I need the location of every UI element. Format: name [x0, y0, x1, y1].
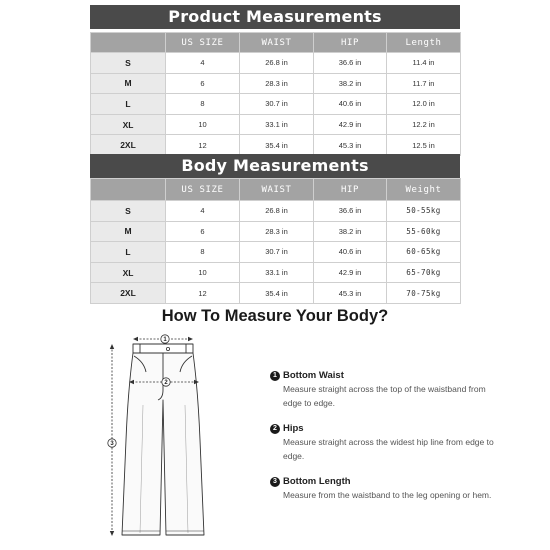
length-cell: 12.5 in	[387, 135, 461, 156]
column-header: US SIZE	[166, 33, 240, 53]
marker-1-label: 1	[163, 337, 167, 344]
step-title	[270, 370, 500, 381]
column-header: Length	[387, 33, 461, 53]
table-row	[91, 201, 461, 222]
step-bottom-waist	[270, 370, 500, 410]
size-cell: L	[91, 94, 166, 115]
column-header	[91, 179, 166, 201]
step-bottom-length	[270, 476, 500, 502]
step-description: Measure straight across the widest hip line from edge to edge.	[283, 437, 494, 461]
hip-cell: 40.6 in	[314, 242, 387, 263]
step-description: Measure from the waistband to the leg opening or hem.	[283, 490, 492, 500]
column-header: WAIST	[240, 33, 314, 53]
pants-diagram	[100, 330, 240, 545]
waist-cell: 26.8 in	[240, 53, 314, 74]
measure-steps	[270, 370, 500, 515]
hip-cell: 38.2 in	[314, 221, 387, 242]
column-header: Weight	[387, 179, 461, 201]
size-cell: 2XL	[91, 283, 166, 304]
step-number-icon: 1	[270, 371, 280, 381]
weight-cell: 65-70kg	[387, 262, 461, 283]
step-number-icon: 3	[270, 477, 280, 487]
us-size-cell: 8	[166, 242, 240, 263]
hip-cell: 42.9 in	[314, 114, 387, 135]
waist-cell: 26.8 in	[240, 201, 314, 222]
weight-cell: 70-75kg	[387, 283, 461, 304]
table-row	[91, 242, 461, 263]
step-title	[270, 423, 500, 434]
waistband-shape	[133, 344, 193, 353]
size-cell: S	[91, 53, 166, 74]
table-row	[91, 53, 461, 74]
size-cell: M	[91, 221, 166, 242]
hip-cell: 45.3 in	[314, 135, 387, 156]
pants-illustration	[100, 330, 240, 545]
us-size-cell: 6	[166, 221, 240, 242]
table-row	[91, 221, 461, 242]
step-title-text: Bottom Waist	[283, 370, 344, 381]
size-cell: XL	[91, 114, 166, 135]
table-row	[91, 262, 461, 283]
hip-cell: 38.2 in	[314, 73, 387, 94]
body-measurements-section	[90, 154, 460, 304]
us-size-cell: 10	[166, 114, 240, 135]
waist-cell: 30.7 in	[240, 94, 314, 115]
hip-cell: 40.6 in	[314, 94, 387, 115]
length-cell: 12.0 in	[387, 94, 461, 115]
column-header	[91, 33, 166, 53]
step-title-text: Bottom Length	[283, 476, 351, 487]
table-row	[91, 114, 461, 135]
waist-cell: 35.4 in	[240, 135, 314, 156]
size-cell: XL	[91, 262, 166, 283]
body-measurements-title: Body Measurements	[90, 154, 460, 178]
hip-cell: 45.3 in	[314, 283, 387, 304]
column-header: WAIST	[240, 179, 314, 201]
table-row	[91, 94, 461, 115]
marker-3-label: 3	[110, 441, 114, 448]
us-size-cell: 4	[166, 53, 240, 74]
us-size-cell: 4	[166, 201, 240, 222]
step-title-text: Hips	[283, 423, 304, 434]
size-cell: M	[91, 73, 166, 94]
step-number-icon: 2	[270, 424, 280, 434]
us-size-cell: 12	[166, 135, 240, 156]
waist-cell: 28.3 in	[240, 73, 314, 94]
length-cell: 11.7 in	[387, 73, 461, 94]
size-cell: L	[91, 242, 166, 263]
weight-cell: 50-55kg	[387, 201, 461, 222]
us-size-cell: 6	[166, 73, 240, 94]
product-measurements-section	[90, 5, 460, 156]
size-cell: 2XL	[91, 135, 166, 156]
body-measurements-table	[90, 178, 461, 304]
weight-cell: 60-65kg	[387, 242, 461, 263]
waist-cell: 33.1 in	[240, 262, 314, 283]
us-size-cell: 8	[166, 94, 240, 115]
hip-cell: 36.6 in	[314, 201, 387, 222]
weight-cell: 55-60kg	[387, 221, 461, 242]
column-header: HIP	[314, 33, 387, 53]
product-measurements-title: Product Measurements	[90, 5, 460, 29]
marker-2-label: 2	[164, 380, 168, 387]
table-header-row	[91, 179, 461, 201]
table-row	[91, 73, 461, 94]
table-row	[91, 135, 461, 156]
table-row	[91, 283, 461, 304]
column-header: HIP	[314, 179, 387, 201]
length-cell: 12.2 in	[387, 114, 461, 135]
waist-cell: 33.1 in	[240, 114, 314, 135]
hip-cell: 42.9 in	[314, 262, 387, 283]
product-measurements-table	[90, 32, 461, 156]
how-to-measure-title: How To Measure Your Body?	[161, 307, 389, 325]
waist-cell: 30.7 in	[240, 242, 314, 263]
waist-cell: 35.4 in	[240, 283, 314, 304]
step-hips	[270, 423, 500, 463]
us-size-cell: 12	[166, 283, 240, 304]
hip-cell: 36.6 in	[314, 53, 387, 74]
table-header-row	[91, 33, 461, 53]
waist-cell: 28.3 in	[240, 221, 314, 242]
length-cell: 11.4 in	[387, 53, 461, 74]
us-size-cell: 10	[166, 262, 240, 283]
step-title	[270, 476, 500, 487]
column-header: US SIZE	[166, 179, 240, 201]
size-cell: S	[91, 201, 166, 222]
step-description: Measure straight across the top of the waistband from edge to edge.	[283, 384, 486, 408]
